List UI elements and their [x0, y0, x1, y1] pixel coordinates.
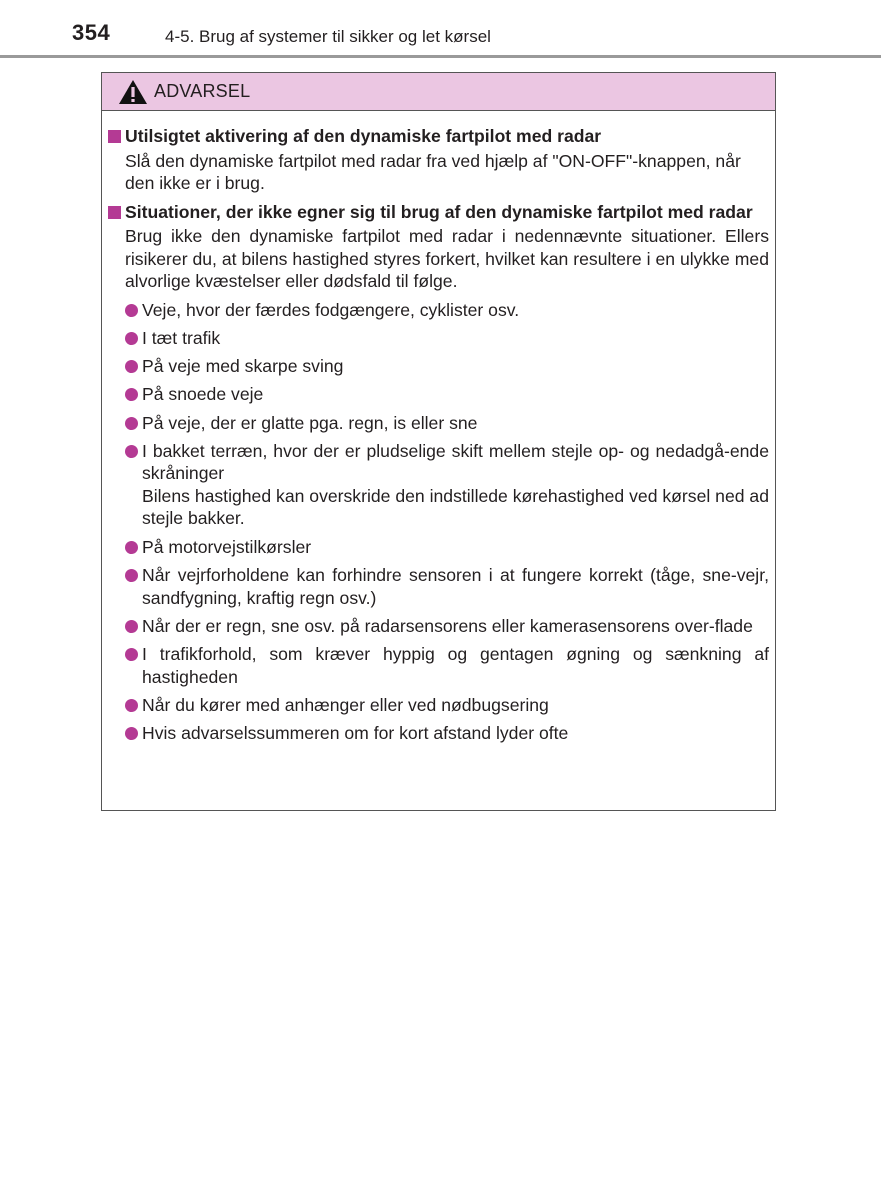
circle-bullet-icon: [125, 332, 138, 345]
warning-body: [102, 111, 775, 745]
circle-bullet-icon: [125, 699, 138, 712]
item-heading: Utilsigtet aktivering af den dynamiske fartpilot med radar: [125, 126, 602, 146]
list-item: Når du kører med anhænger eller ved nødbugsering: [125, 694, 769, 717]
bullet-list: [125, 299, 769, 745]
circle-bullet-icon: [125, 648, 138, 661]
circle-bullet-icon: [125, 360, 138, 373]
list-item: Hvis advarselssummeren om for kort afstand lyder ofte: [125, 722, 769, 745]
section-title: 4-5. Brug af systemer til sikker og let kørsel: [165, 27, 491, 46]
circle-bullet-icon: [125, 727, 138, 740]
list-item: Veje, hvor der færdes fodgængere, cyklister osv.: [125, 299, 769, 322]
list-item: Når vejrforholdene kan forhindre sensoren i at fungere korrekt (tåge, sne-vejr, sandfygning, kraftig regn osv.): [125, 564, 769, 609]
item-text: Brug ikke den dynamiske fartpilot med radar i nedennævnte situationer. Ellers risikerer du, at bilens hastighed styres forkert, hvilket kan resultere i en ulykke med alvorlige kvæstelser eller dødsfald til følge.: [125, 226, 769, 291]
item-text: Slå den dynamiske fartpilot med radar fra ved hjælp af "ON-OFF"-knappen, når den ikke er i brug.: [125, 150, 741, 193]
list-item: På motorvejstilkørsler: [125, 536, 769, 559]
circle-bullet-icon: [125, 388, 138, 401]
square-bullet-icon: [108, 206, 121, 219]
bullet-note: Bilens hastighed kan overskride den indstillede kørehastighed ved kørsel ned ad stejle bakker.: [142, 485, 769, 529]
square-bullet-icon: [108, 130, 121, 143]
list-item: I trafikforhold, som kræver hyppig og gentagen øgning og sænkning af hastigheden: [125, 643, 769, 688]
circle-bullet-icon: [125, 304, 138, 317]
list-item: Når der er regn, sne osv. på radarsensorens eller kamerasensorens over-flade: [125, 615, 769, 638]
header-divider: [0, 55, 881, 58]
circle-bullet-icon: [125, 569, 138, 582]
warning-item: [108, 201, 769, 745]
warning-item: [108, 125, 769, 195]
list-item: I bakket terræn, hvor der er pludselige skift mellem stejle op- og nedadgå-ende skråninger Bilens hastighed kan overskride den indstillede kørehastighed ved kørsel ned ad stejle bakker.: [125, 440, 769, 530]
circle-bullet-icon: [125, 445, 138, 458]
warning-title: ADVARSEL: [154, 81, 251, 101]
warning-triangle-icon: [118, 79, 148, 105]
list-item: På snoede veje: [125, 383, 769, 406]
item-heading: Situationer, der ikke egner sig til brug af den dynamiske fartpilot med radar: [125, 201, 753, 222]
warning-box: [101, 72, 776, 811]
circle-bullet-icon: [125, 417, 138, 430]
page-header: [0, 0, 881, 60]
list-item: I tæt trafik: [125, 327, 769, 350]
list-item: På veje med skarpe sving: [125, 355, 769, 378]
warning-header: [102, 73, 775, 111]
circle-bullet-icon: [125, 620, 138, 633]
list-item: På veje, der er glatte pga. regn, is eller sne: [125, 412, 769, 435]
circle-bullet-icon: [125, 541, 138, 554]
page-number: 354: [72, 20, 111, 45]
